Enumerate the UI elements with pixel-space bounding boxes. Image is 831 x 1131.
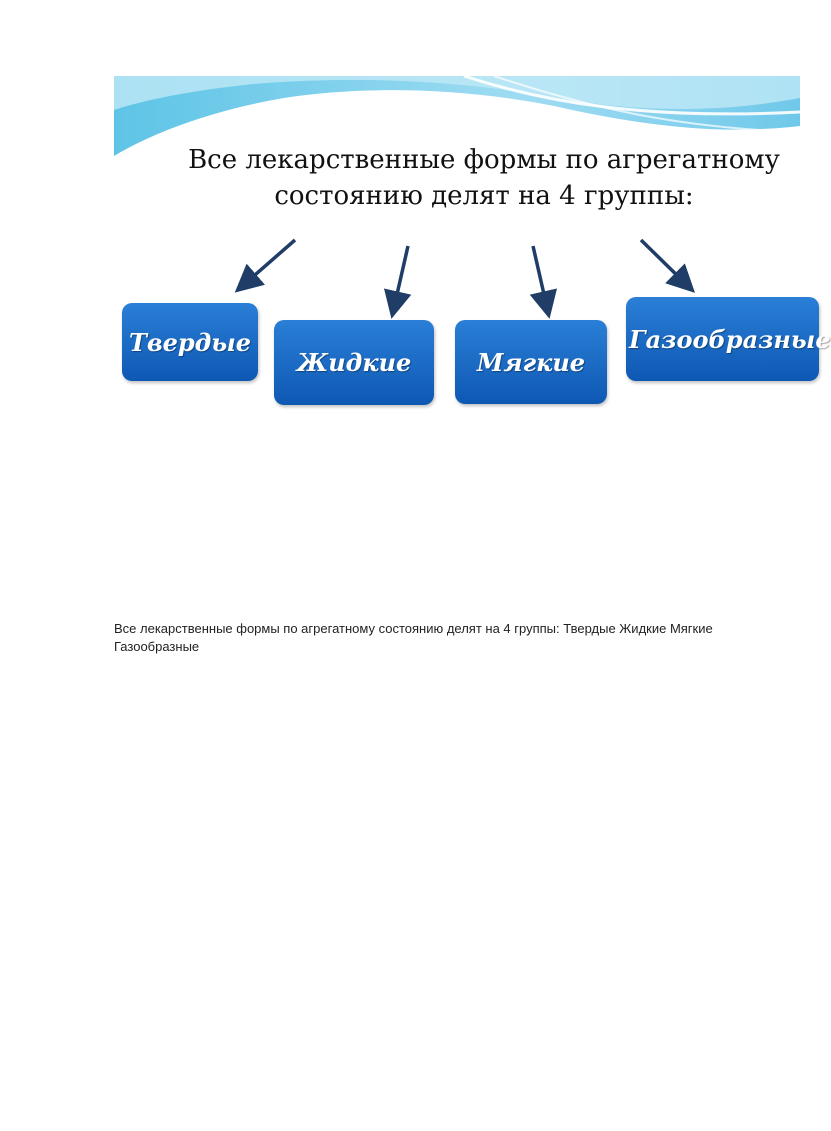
arrow-2 [393, 246, 408, 312]
group-box-soft [455, 320, 607, 404]
group-label-liquid: Жидкие [296, 348, 412, 377]
group-box-gaseous [626, 297, 831, 381]
arrow-3 [533, 246, 548, 312]
group-label-soft: Мягкие [476, 347, 586, 377]
group-box-liquid [274, 320, 434, 405]
slide-title-line-2: состоянию делят на 4 группы: [274, 181, 694, 211]
slide-image [114, 76, 831, 420]
arrow-1 [240, 240, 295, 288]
group-label-solid: Твердые [128, 327, 252, 357]
group-box-solid [122, 303, 258, 381]
group-label-gaseous: Газообразные [629, 324, 831, 354]
slide-title-line-1: Все лекарственные формы по агрегатному [188, 145, 780, 175]
page-text: Все лекарственные формы по агрегатному состоянию делят на 4 группы: Твердые Жидкие Мягкие Газообразные [114, 621, 713, 654]
arrow-4 [641, 240, 690, 288]
